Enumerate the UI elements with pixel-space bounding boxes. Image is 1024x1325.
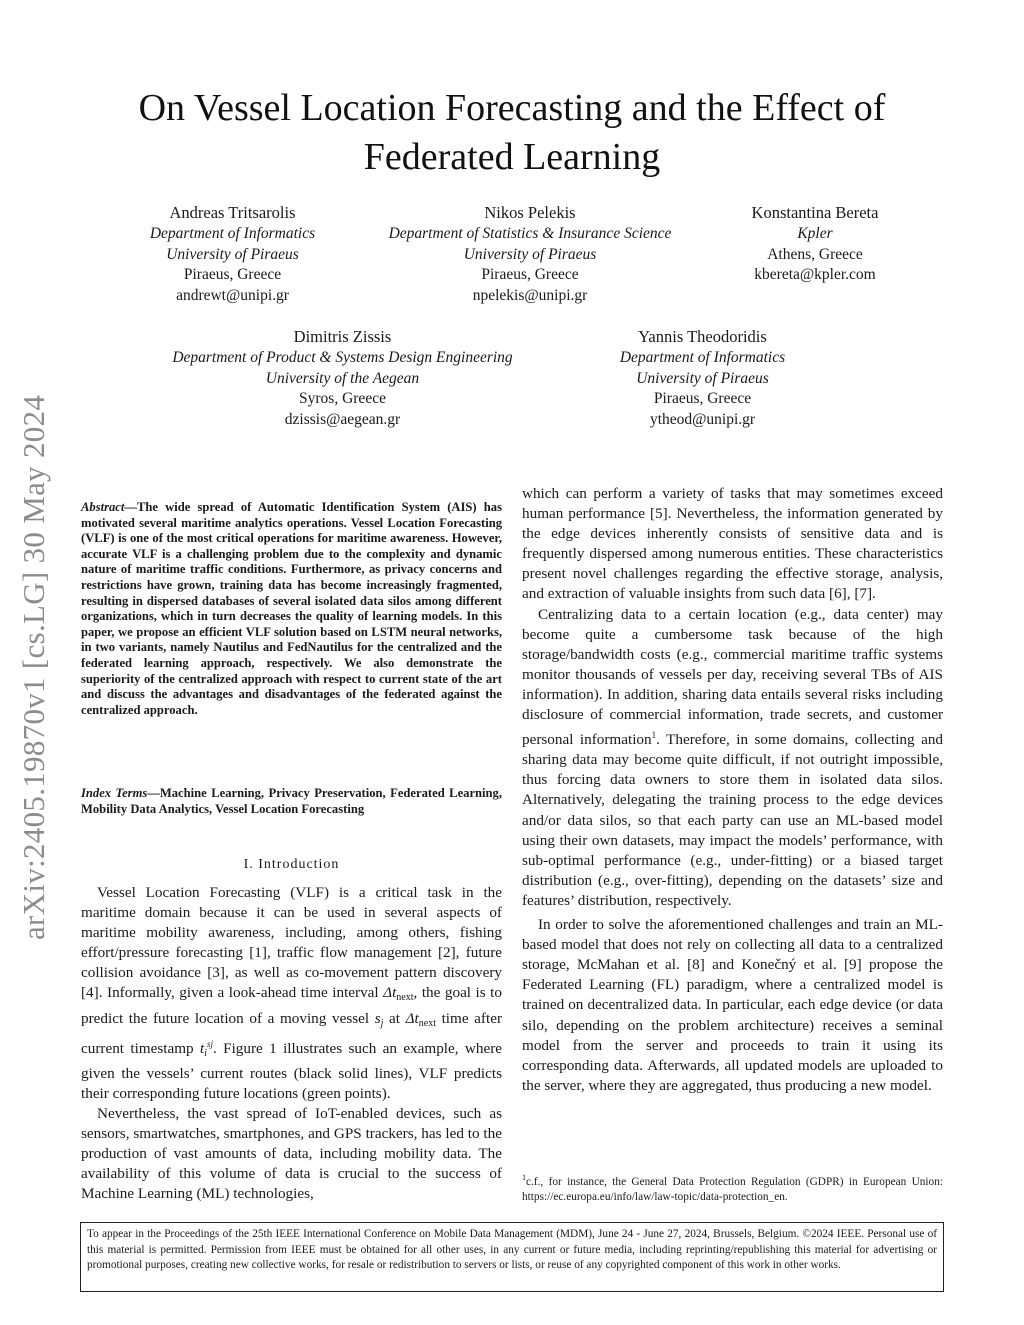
paragraph-text: . Therefore, in some domains, collecting and sharing data may become quite difficult, if not outright impossible, thus forcing data owners to store them in isolated data silos. Alternatively, delegating the training process to the edge devices and/or data silos, so that each party can use an ML-based model using their own datasets, may impact the models’ performance, with sub-optimal performance (e.g., under-fitting) or a biased target distribution (e.g., over-fitting), depending on the datasets’ size and features’ distribution, respectively. [522,731,944,909]
author-affiliation: University of Piraeus [636,369,769,387]
paper-title: On Vessel Location Forecasting and the Effect of Federated Learning [138,87,886,178]
author-dept: Department of Statistics & Insurance Science [388,225,672,242]
right-column-body [522,484,943,1096]
section-heading: I. Introduction [243,857,340,872]
author-dept: Department of Informatics [619,349,786,366]
math-delta-t: Δt [405,1009,419,1027]
footnote-text: c.f., for instance, the General Data Protection Regulation (GDPR) in European Union: https://ec.europa.eu/info/law/law-topic/data-protection_en. [522,1175,943,1203]
math-s: s [374,1009,381,1027]
author-dept: Department of Product & Systems Design Engineering [172,349,513,366]
author-name: Dimitris Zissis [293,327,392,346]
footnote [522,1170,943,1205]
author-block-2 [360,202,700,306]
math-superscript: sj [206,1038,213,1049]
math-t: t [199,1039,205,1057]
author-location: Piraeus, Greece [653,390,752,407]
author-affiliation: University of the Aegean [265,369,420,387]
author-block-1 [110,202,355,306]
author-email: andrewt@unipi.gr [176,286,289,304]
math-subscript: next [418,1017,436,1029]
math-subscript: i [204,1047,207,1059]
paragraph: Nevertheless, the vast spread of IoT-enabled devices, such as sensors, smartwatches, smartphones, and GPS trackers, has led to the production of vast amounts of data, including mobility data. The availability of this volume of data is crucial to the success of Machine Learning (ML) technologies, [81,1105,502,1203]
paragraph: which can perform a variety of tasks that may sometimes exceed human performance [5]. Nevertheless, the information generated by the edge devices inherently consists of sensitive data and is frequently dispersed among numerous entities. These characteristics present novel challenges regarding the effective storage, analysis, and extraction of valuable insights from such data [6], [7]. [522,485,943,603]
author-block-5 [585,326,820,430]
paragraph [81,883,502,1104]
author-block-4 [150,326,535,430]
paragraph-text: . Figure 1 illustrates such an example, where given the vessels’ current routes (black solid lines), VLF predicts their corresponding future locations (green points). [81,1039,503,1102]
author-email: dzissis@aegean.gr [284,410,401,428]
paragraph-text: Vessel Location Forecasting (VLF) is a critical task in the maritime domain because it can be used in several aspects of maritime mobility awareness, including, among others, fishing effort/pressure forecasting [1], traffic flow management [2], future collision avoidance [3], as well as co-movement pattern discovery [4]. Informally, given a look-ahead time interval [81,884,502,1002]
author-name: Konstantina Bereta [751,203,879,222]
footnote-marker: 1 [651,730,657,741]
index-terms [81,786,502,817]
paragraph-text: Centralizing data to a certain location (e.g., data center) may become quite a cumbersome task because of the high storage/bandwidth costs (e.g., commercial maritime traffic systems monitor thousands of vessels per day, receiving several TBs of AIS information). In addition, sharing data entails several risks including disclosure of commercial information, trade secrets, and customer personal information [522,605,943,749]
author-dept: Department of Informatics [149,225,316,242]
abstract-label: Abstract [81,500,125,514]
abstract [81,500,502,718]
author-affiliation: University of Piraeus [166,245,299,263]
abstract-text: —The wide spread of Automatic Identification System (AIS) has motivated several maritime analytics operations. Vessel Location Forecasting (VLF) is one of the most critical operations for maritime awareness. However, accurate VLF is a challenging problem due to the complexity and dynamic nature of maritime traffic conditions. Furthermore, as privacy concerns and restrictions have grown, training data has become increasingly fragmented, resulting in dispersed databases of several isolated data silos among different organizations, which in turn decreases the quality of learning models. In this paper, we propose an efficient VLF solution based on LSTM neural networks, in two variants, namely Nautilus and FedNautilus for the centralized and the federated learning approach, respectively. We also demonstrate the superiority of the centralized approach with respect to current state of the art and discuss the advantages and disadvantages of the federated against the centralized approach. [81,500,502,717]
author-email: kbereta@kpler.com [754,266,876,283]
paragraph: In order to solve the aforementioned challenges and train an ML-based model that does not rely on collecting all data to a centralized storage, McMahan et al. [8] and Konečný et al. [9] propose the Federated Learning (FL) paradigm, where a centralized model is trained on decentralized data. In particular, each edge device (or data silo, depending on the problem architecture) receives a seminal model from the server and proceeds to train it using its corresponding data. Afterwards, all updated models are uploaded to the server, where they are aggregated, thus producing a new model. [522,916,943,1094]
index-terms-text: —Machine Learning, Privacy Preservation, Federated Learning, Mobility Data Analytics, Vessel Location Forecasting [81,786,502,816]
paragraph [522,605,943,911]
author-affiliation: University of Piraeus [463,245,597,263]
author-dept: Kpler [797,225,833,242]
author-location: Syros, Greece [299,390,386,407]
author-location: Piraeus, Greece [183,266,282,283]
author-location: Piraeus, Greece [481,266,579,283]
paragraph-text: time after current timestamp [81,1009,503,1057]
paragraph-text: , the goal is to predict the future location of a moving vessel [81,984,502,1027]
math-subscript: next [396,992,414,1004]
math-delta-t: Δt [383,984,397,1002]
author-name: Yannis Theodoridis [638,327,767,346]
author-name: Nikos Pelekis [484,203,576,222]
author-block-3 [710,202,920,286]
index-terms-label: Index Terms [81,786,148,800]
copyright-notice-box: To appear in the Proceedings of the 25th IEEE International Conference on Mobile Data Management (MDM), June 24 - June 27, 2024, Brussels, Belgium. ©2024 IEEE. Personal use of this material is permitted. Permission from IEEE must be obtained for all other uses, in any current or future media, including reprinting/republishing this material for advertising or promotional purposes, creating new collective works, for resale or redistribution to servers or lists, or reuse of any copyrighted component of this work in other works. [80,1222,944,1292]
paragraph-text: at [383,1009,406,1027]
arxiv-sidebar-stamp: arXiv:2405.19870v1 [cs.LG] 30 May 2024 [16,394,51,940]
author-email: ytheod@unipi.gr [649,410,756,428]
footnote-number: 1 [522,1173,526,1182]
author-location: Athens, Greece [767,245,863,263]
author-email: npelekis@unipi.gr [472,286,588,304]
left-column-body [81,883,502,1204]
author-name: Andreas Tritsarolis [169,203,296,222]
math-subscript: j [380,1017,384,1029]
